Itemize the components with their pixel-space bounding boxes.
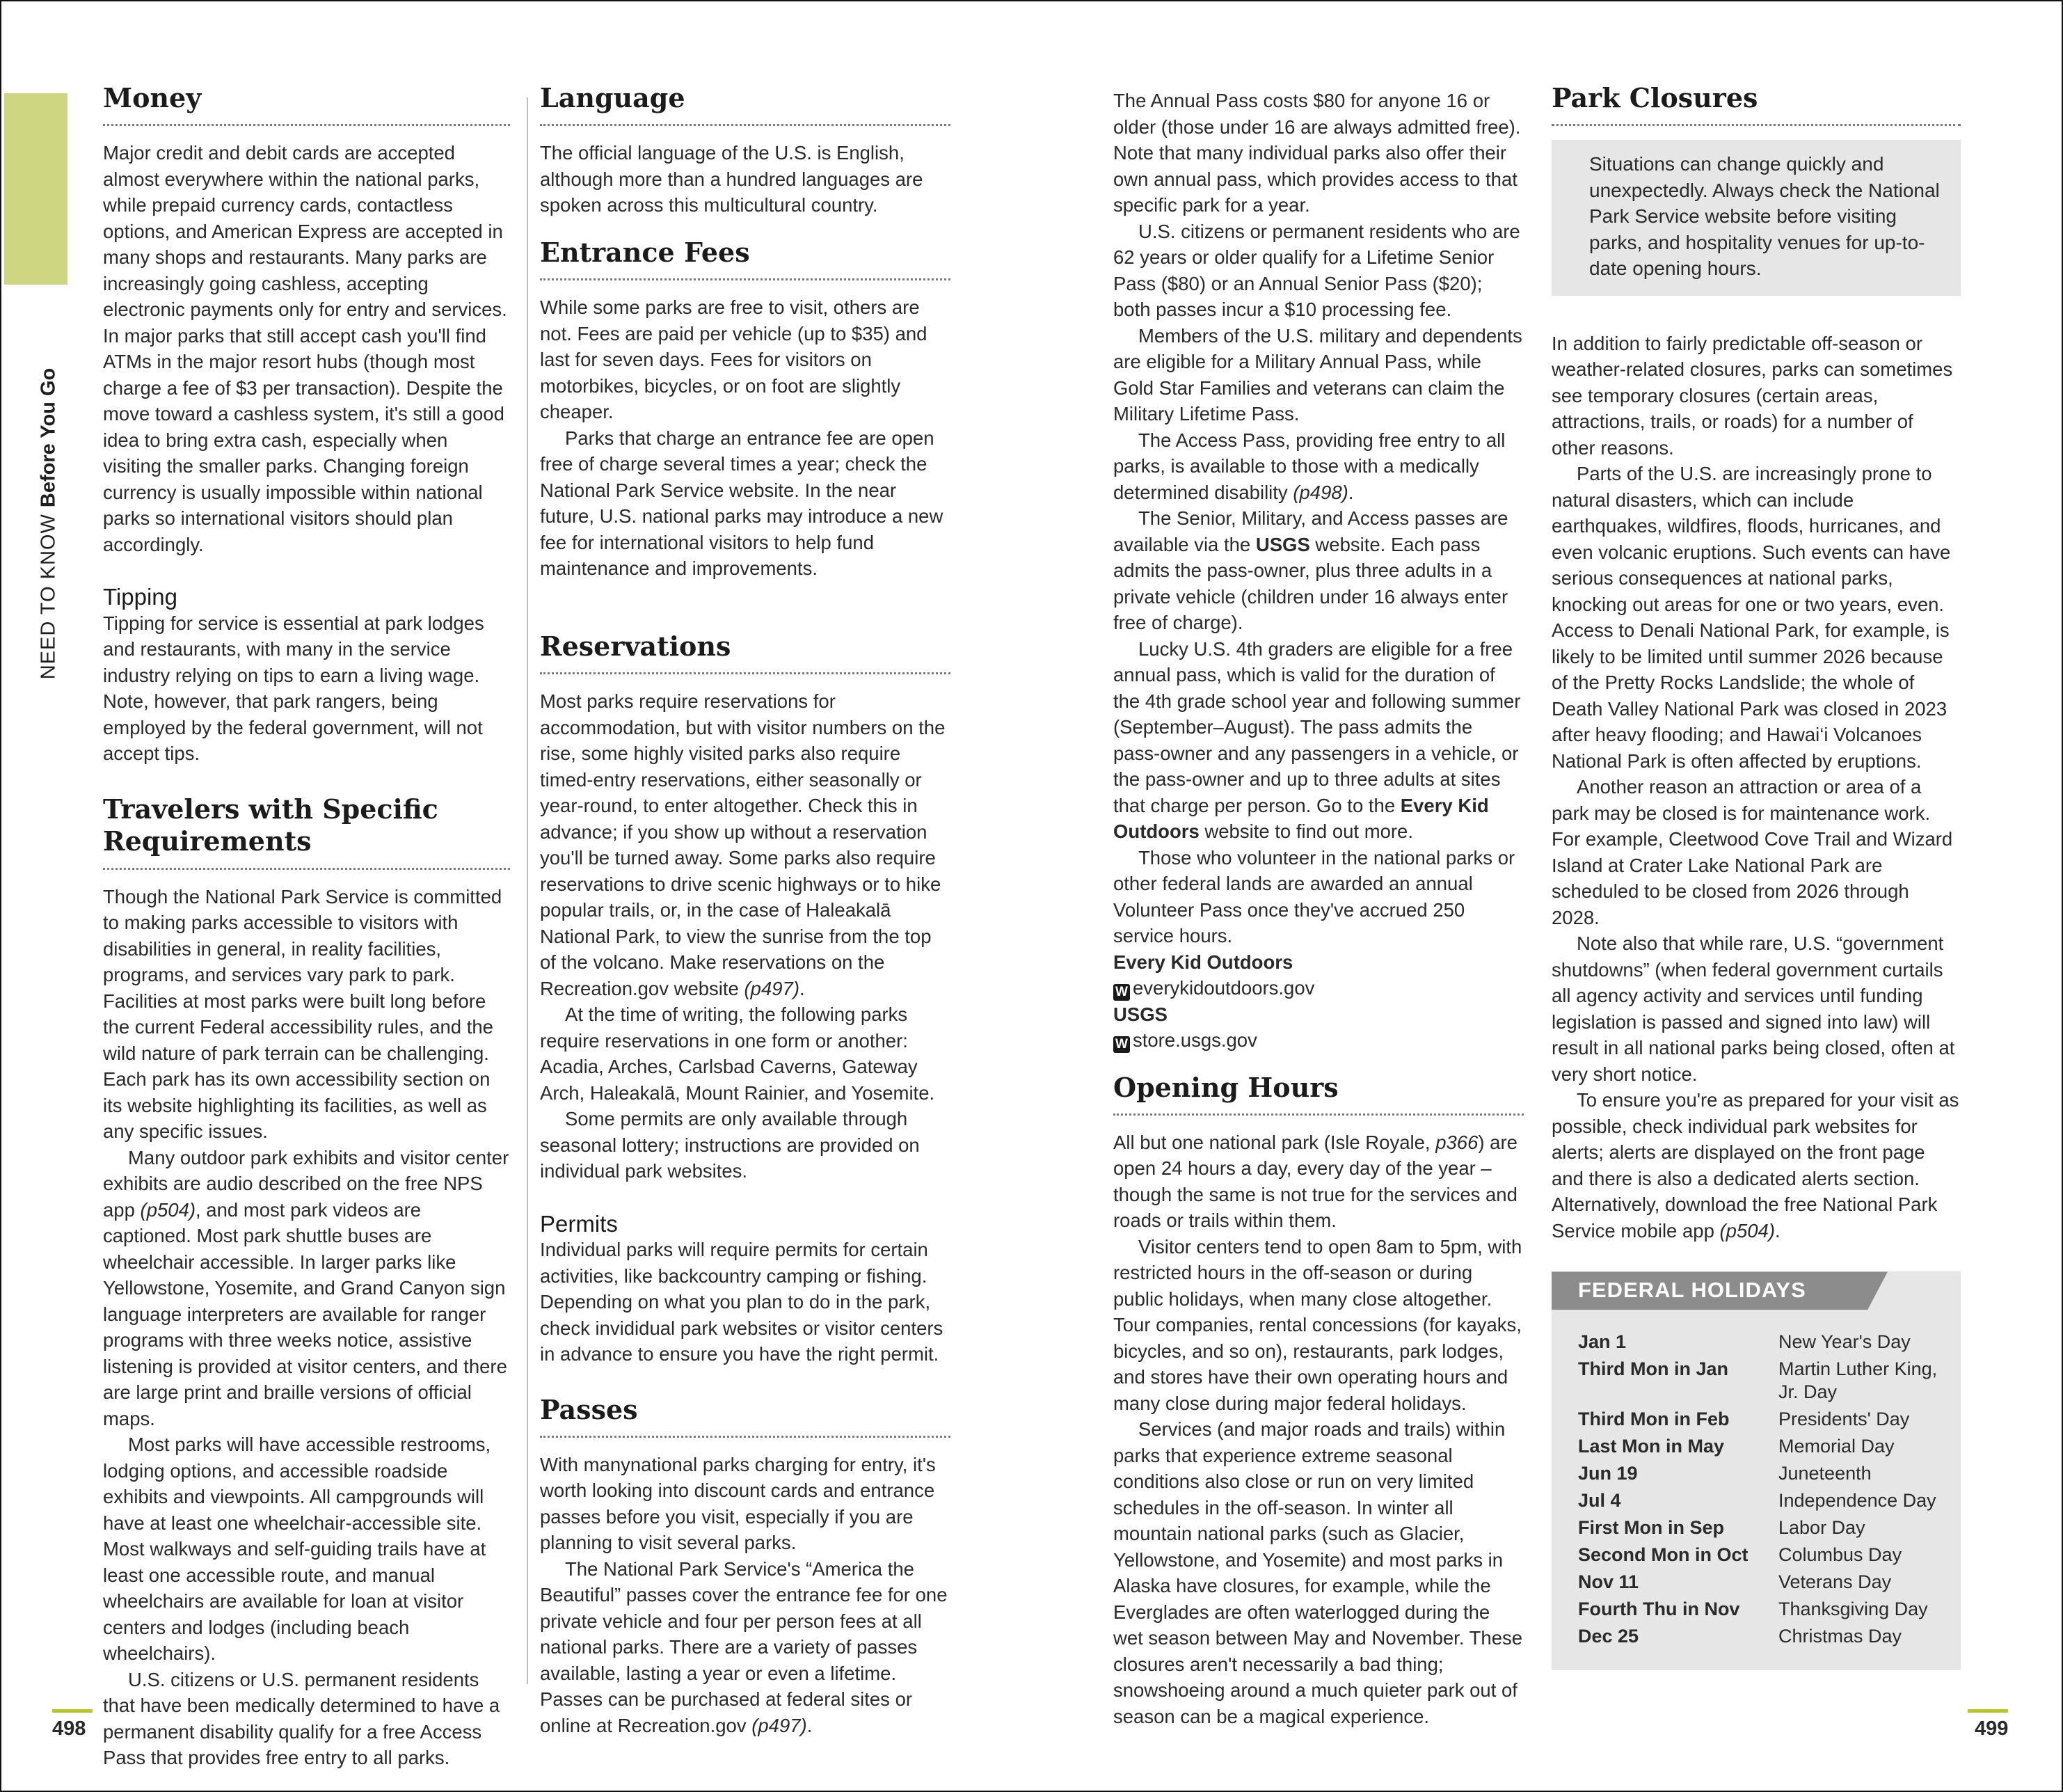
link-every-kid-title: Every Kid Outdoors — [1113, 951, 1293, 973]
holiday-row — [1578, 1598, 1945, 1625]
link-usgs[interactable]: W store.usgs.gov — [1113, 1027, 1524, 1054]
holiday-row — [1578, 1625, 1945, 1652]
federal-holidays-title: FEDERAL HOLIDAYS — [1578, 1278, 1806, 1303]
holiday-name: Christmas Day — [1778, 1626, 1902, 1647]
page-ref[interactable]: (p504) — [1719, 1219, 1776, 1242]
reservations-heading: Reservations — [540, 631, 950, 674]
holiday-name: New Year's Day — [1778, 1331, 1911, 1353]
hours-paragraph-3: Services (and major roads and trails) within parks that experience extreme seasonal conditions also close or run on very limited schedules in the off-season. In winter all mountain national parks (such as Glacier, Yellowstone, and Yosemite) and most parks in Alaska have closures, for example, while the Everglades are often waterlogged during the wet season between May and November. These closures aren't necessarily a bad thing; snowshoeing around a much quieter park out of season can be a magical experience. — [1113, 1418, 1523, 1727]
closures-paragraph-5: To ensure you're as prepared for your visit as possible, check individual park websites for alerts; alerts are displayed on the front page and there is also a dedicated alerts section. Alternatively, download the free National Park Service mobile app (p504). — [1552, 1089, 1959, 1242]
holiday-name: Thanksgiving Day — [1778, 1599, 1928, 1620]
page-ref[interactable]: (p498) — [1293, 481, 1348, 503]
passes-heading: Passes — [540, 1394, 950, 1438]
note-text: Situations can change quickly and unexpectedly. Always check the National Park Service website before visiting parks, and hospitality venues for up-to-date opening hours. — [1589, 153, 1940, 280]
page-ref[interactable]: (p504) — [140, 1198, 196, 1221]
opening-hours-heading: Opening Hours — [1113, 1072, 1524, 1116]
column-1 — [103, 82, 510, 1771]
page-number-left: 498 — [52, 1718, 86, 1741]
park-closures-heading: Park Closures — [1552, 82, 1961, 126]
holiday-row — [1578, 1544, 1945, 1571]
closures-paragraph-3: Another reason an attraction or area of a park may be closed is for maintenance work. For example, Cleetwood Cove Trail and Wizard Island at Crater Lake National Park are scheduled to be closed from 2026 through 2028. — [1552, 776, 1953, 928]
holiday-row — [1578, 1516, 1945, 1544]
holidays-table — [1578, 1331, 1945, 1652]
passes-paragraph-1: With manynational parks charging for entry, it's worth looking into discount cards and entrance passes before you visit, especially if you are planning to visit several parks. — [540, 1453, 936, 1554]
tipping-paragraph: Tipping for service is essential at park lodges and restaurants, with many in the service industry relying on tips to earn a living wage. Note, however, that park rangers, being employed by the federal government, will not accept tips. — [103, 612, 484, 765]
column-4 — [1552, 82, 1961, 1670]
annual-paragraph-6: Lucky U.S. 4th graders are eligible for a free annual pass, which is valid for the duration of the 4th grade school year and following summer (September–August). The pass admits the pass-owner and any passengers in a vehicle, or the pass-owner and up to three adults at sites that charge per person. Go to the Every Kid Outdoors website to find out more. — [1113, 637, 1521, 842]
closures-paragraph-1: In addition to fairly predictable off-season or weather-related closures, parks can sometimes see temporary closures (certain areas, attractions, trails, or roads) for a number of other reasons. — [1552, 332, 1953, 459]
holiday-name: Juneteenth — [1778, 1463, 1872, 1484]
holiday-date: Nov 11 — [1578, 1571, 1639, 1593]
annual-paragraph-2: U.S. citizens or permanent residents who are 62 years or older qualify for a Lifetime Senior Pass ($80) or an Annual Senior Pass ($20); both passes incur a $10 processing fee. — [1113, 220, 1520, 320]
note-box — [1552, 140, 1961, 296]
holiday-name: Columbus Day — [1778, 1544, 1902, 1566]
holiday-row — [1578, 1331, 1945, 1358]
page-ref[interactable]: (p497) — [751, 1714, 807, 1736]
hours-paragraph-2: Visitor centers tend to open 8am to 5pm, with restricted hours in the off-season or during public holidays, when many close altogether. Tour companies, rental concessions (for kayaks, bicycles, and so on), restaurants, park lodges, and stores have their own operating hours and many close during major federal holidays. — [1113, 1235, 1522, 1414]
website-icon: W — [1113, 1036, 1130, 1053]
chapter-label-bold: Before You Go — [37, 367, 60, 508]
permits-heading: Permits — [540, 1210, 618, 1237]
holiday-row — [1578, 1571, 1945, 1598]
entrance-fees-heading: Entrance Fees — [540, 237, 950, 280]
holiday-name: Labor Day — [1778, 1517, 1865, 1539]
website-icon: W — [1113, 984, 1130, 1001]
link-every-kid[interactable]: W everykidoutdoors.gov — [1113, 975, 1524, 1001]
column-2 — [540, 82, 950, 1738]
holiday-row — [1578, 1408, 1945, 1435]
closures-paragraph-2: Parts of the U.S. are increasingly prone to natural disasters, which can include earthquakes, wildfires, floods, hurricanes, and even volcanic eruptions. Such events can have serious consequences at national parks, knocking out areas for one or two years, even. Access to Denali National Park, for example, is likely to be limited until summer 2026 because of the Pretty Rocks Landslide; the whole of Death Valley National Park was closed in 2023 after heavy flooding; and Hawai‘i Volcanoes National Park is often affected by eruptions. — [1552, 463, 1951, 772]
money-heading: Money — [103, 82, 510, 126]
holiday-date: Jul 4 — [1578, 1490, 1621, 1512]
holiday-row — [1578, 1489, 1945, 1516]
holiday-date: Third Mon in Jan — [1578, 1358, 1728, 1380]
permits-paragraph: Individual parks will require permits for certain activities, like backcountry camping or fishing. Depending on what you plan to do in the park, check invididual park websites or visitor centers in advance to ensure you have the right permit. — [540, 1239, 943, 1365]
holiday-name: Veterans Day — [1778, 1571, 1892, 1593]
holiday-name: Memorial Day — [1778, 1436, 1895, 1457]
hours-paragraph-1: All but one national park (Isle Royale, p366) are open 24 hours a day, every day of the year – though the same is not true for the services and roads or trails within them. — [1113, 1131, 1518, 1232]
travelers-paragraph-1: Though the National Park Service is committed to making parks accessible to visitors with disabilities in general, in reality facilities, programs, and services vary park to park. Facilities at most parks were built long before the current Federal accessibility rules, and the wild nature of park terrain can be challenging. Each park has its own accessibility section on its website highlighting its facilities, as well as any specific issues. — [103, 885, 502, 1143]
annual-paragraph-7: Those who volunteer in the national parks or other federal lands are awarded an annual Volunteer Pass once they've accrued 250 service hours. — [1113, 846, 1515, 946]
holiday-date: Jun 19 — [1578, 1463, 1638, 1484]
travelers-heading: Travelers with Specific Requirements — [103, 793, 510, 870]
holiday-date: Second Mon in Oct — [1578, 1544, 1749, 1566]
fees-paragraph-1: While some parks are free to visit, others are not. Fees are paid per vehicle (up to $35) and last for seven days. Fees for visitors on motorbikes, bicycles, or on foot are slightly cheaper. — [540, 296, 927, 423]
holiday-row — [1578, 1358, 1945, 1408]
holiday-date: Third Mon in Feb — [1578, 1409, 1730, 1430]
holiday-date: First Mon in Sep — [1578, 1517, 1725, 1539]
holiday-name: Presidents' Day — [1778, 1409, 1910, 1430]
holiday-row — [1578, 1462, 1945, 1489]
annual-paragraph-1: The Annual Pass costs $80 for anyone 16 or older (those under 16 are always admitted free). Note that many individual parks also offer their own annual pass, which provides access to that specific park for a year. — [1113, 90, 1521, 216]
holiday-date: Last Mon in May — [1578, 1436, 1725, 1457]
reservations-paragraph-1: Most parks require reservations for accommodation, but with visitor numbers on the rise, some highly visited parks also require timed-entry reservations, either seasonally or year-round, to enter altogether. Check this in advance; if you show up without a reservation you'll be turned away. Some parks also require reservations to drive scenic highways or to hike popular trails, or, in the case of Haleakalā National Park, to view the sunrise from the top of the volcano. Make reservations on the Recreation.gov website (p497). — [540, 690, 946, 999]
tipping-heading: Tipping — [103, 584, 178, 610]
holiday-row — [1578, 1435, 1945, 1462]
fees-paragraph-2: Parks that charge an entrance fee are open free of charge several times a year; check the National Park Service website. In the near future, U.S. national parks may introduce a new fee for international visitors to help fund maintenance and improvements. — [540, 427, 943, 580]
column-3 — [1113, 88, 1524, 1729]
annual-paragraph-3: Members of the U.S. military and dependents are eligible for a Military Annual Pass, while Gold Star Families and veterans can claim the Military Lifetime Pass. — [1113, 324, 1522, 425]
holiday-date: Fourth Thu in Nov — [1578, 1599, 1740, 1620]
page-ref[interactable]: (p497) — [744, 977, 799, 999]
passes-paragraph-2: The National Park Service's “America the Beautiful” passes cover the entrance fee for one private vehicle and four per person fees at all national parks. There are a variety of passes available, lasting a year or even a lifetime. Passes can be purchased at federal sites or online at Recreation.gov (p497). — [540, 1557, 948, 1736]
annual-paragraph-4: The Access Pass, providing free entry to all parks, is available to those with a medically determined disability (p498). — [1113, 429, 1506, 503]
holiday-name: Independence Day — [1778, 1490, 1936, 1512]
holiday-date: Dec 25 — [1578, 1626, 1639, 1647]
federal-holidays-box — [1552, 1271, 1961, 1670]
federal-holidays-header — [1552, 1271, 1961, 1310]
reservations-paragraph-3: Some permits are only available through seasonal lottery; instructions are provided on individual park websites. — [540, 1108, 920, 1182]
annual-paragraph-5: The Senior, Military, and Access passes are available via the USGS website. Each pass admits the pass-owner, plus three adults in a private vehicle (children under 16 always enter free of charge). — [1113, 507, 1508, 633]
money-paragraph: Major credit and debit cards are accepted almost everywhere within the national parks, while prepaid currency cards, contactless options, and American Express are accepted in many shops and restaurants. Many parks are increasingly going cashless, accepting electronic payments only for entry and services. In major parks that still accept cash you'll find ATMs in the major resort hubs (though most charge a fee of $3 per transaction). Despite the move toward a cashless system, it's still a good idea to bring extra cash, especially when visiting the smaller parks. Changing foreign currency is usually impossible within national parks so international visitors should plan accordingly. — [103, 142, 507, 555]
language-paragraph: The official language of the U.S. is English, although more than a hundred languages are spoken across this multicultural country. — [540, 142, 923, 216]
reservations-paragraph-2: At the time of writing, the following parks require reservations in one form or another: Acadia, Arches, Carlsbad Caverns, Gateway Arch, Haleakalā, Mount Rainier, and Yosemite. — [540, 1004, 935, 1104]
column-divider — [527, 97, 528, 1684]
language-heading: Language — [540, 82, 950, 126]
travelers-paragraph-2: Many outdoor park exhibits and visitor center exhibits are audio described on the free NPS app (p504), and most park videos are captioned. Most park shuttle buses are wheelchair accessible. In larger parks like Yellowstone, Yosemite, and Grand Canyon sign language interpreters are available for ranger programs with three weeks notice, assistive listening is provided at visitor centers, and there are large print and braille versions of official maps. — [103, 1146, 509, 1429]
page-number-right: 499 — [1975, 1718, 2008, 1741]
closures-paragraph-4: Note also that while rare, U.S. “government shutdowns” (when federal government curtails all agency activity and services until funding legislation is passed and signed into law) will result in all national parks being closed, often at very short notice. — [1552, 933, 1955, 1085]
link-usgs-title: USGS — [1113, 1003, 1168, 1025]
chapter-label-light: NEED TO KNOW — [37, 514, 60, 680]
travelers-paragraph-4: U.S. citizens or U.S. permanent residents that have been medically determined to have a permanent disability qualify for a free Access Pass that provides free entry to all parks. — [103, 1668, 500, 1769]
holiday-name: Martin Luther King, Jr. Day — [1778, 1358, 1938, 1403]
page-ref[interactable]: p366 — [1435, 1131, 1479, 1153]
holiday-date: Jan 1 — [1578, 1331, 1627, 1353]
travelers-paragraph-3: Most parks will have accessible restrooms, lodging options, and accessible roadside exhibits and viewpoints. All campgrounds will have at least one wheelchair-accessible site. Most walkways and self-guiding trails have at least one accessible route, and manual wheelchairs are available for loan at visitor centers and lodges (including beach wheelchairs). — [103, 1434, 491, 1665]
